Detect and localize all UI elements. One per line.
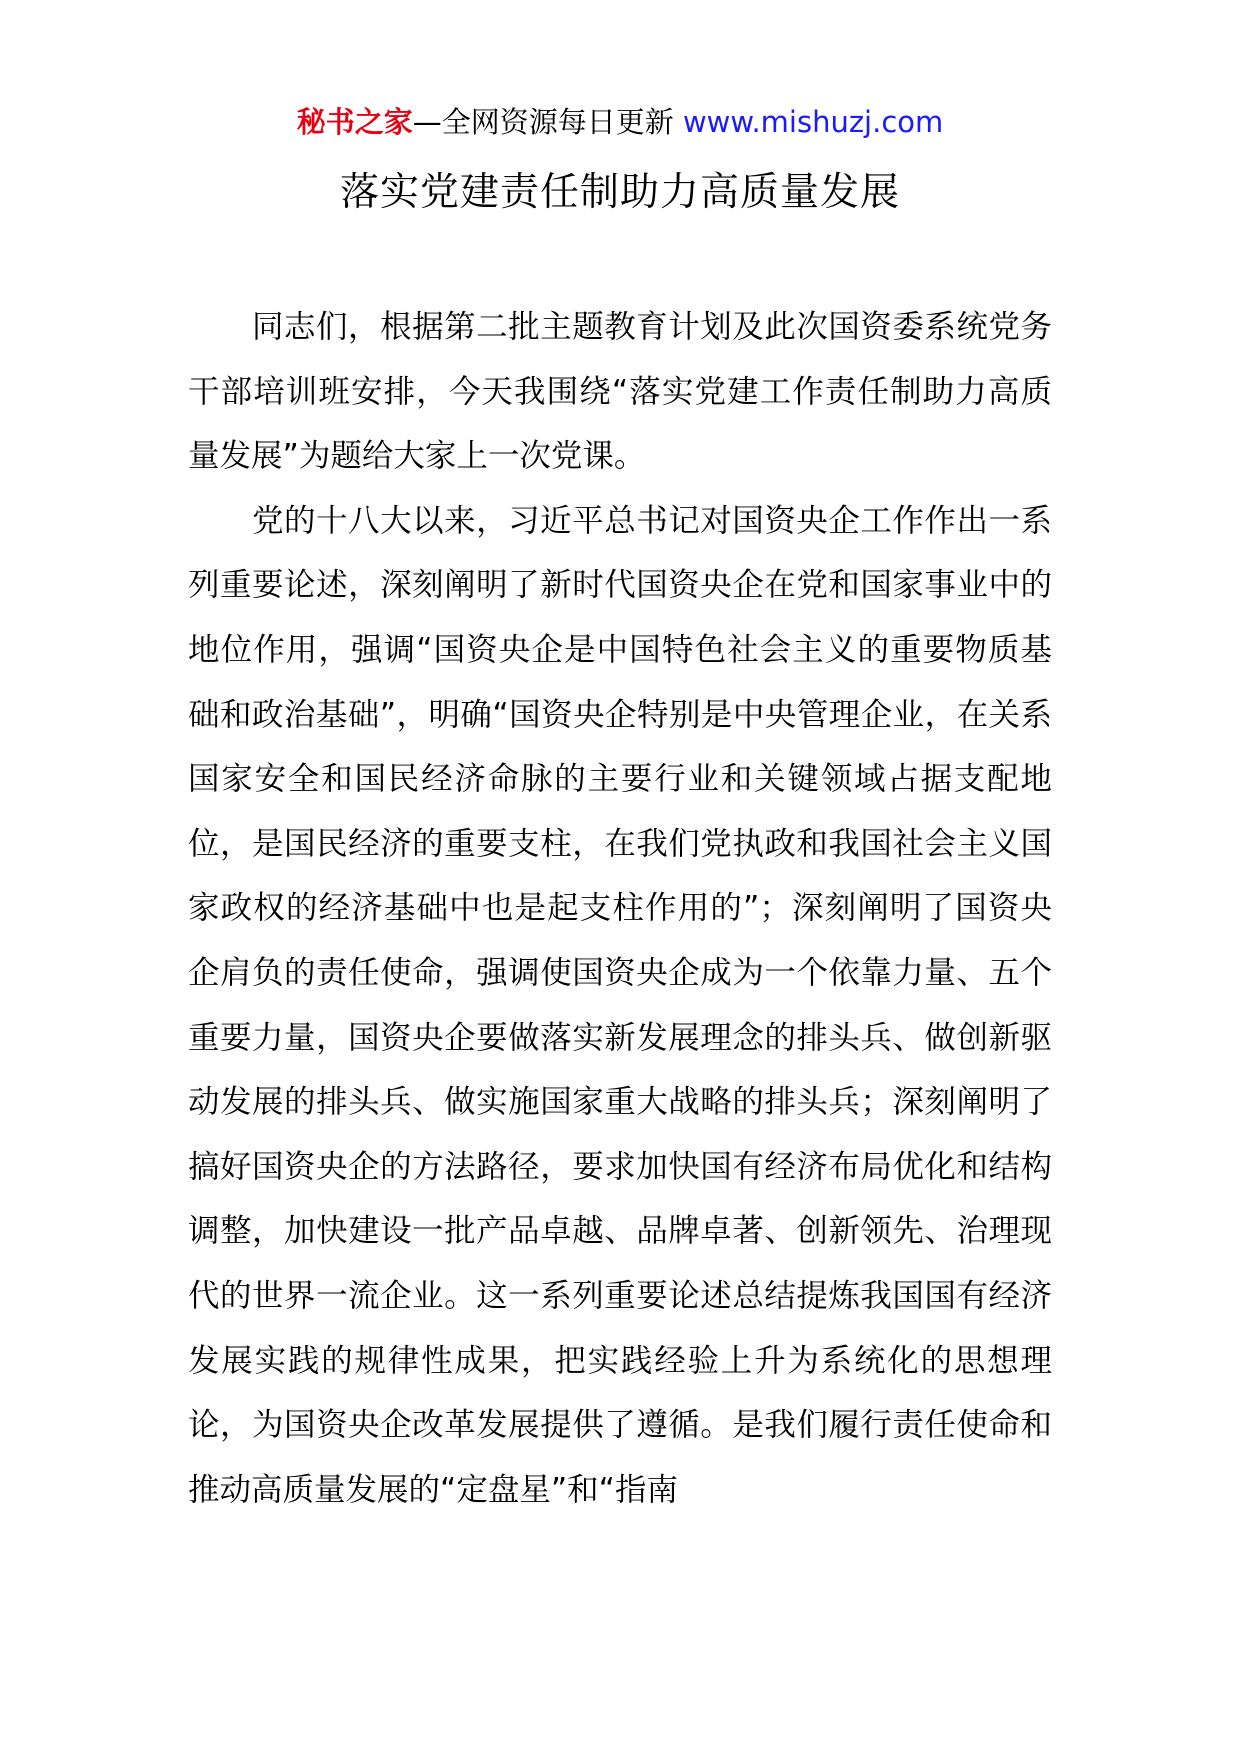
site-header [0,102,1240,142]
site-brand: 秘书之家 [296,105,413,139]
paragraph-main: 党的十八大以来，习近平总书记对国资央企工作作出一系列重要论述，深刻阐明了新时代国资央企在党和国家事业中的地位作用，强调“国资央企是中国特色社会主义的重要物质基础和政治基础”，明确“国资央企特别是中央管理企业，在关系国家安全和国民经济命脉的主要行业和关键领域占据支配地位，是国民经济的重要支柱，在我们党执政和我国社会主义国家政权的经济基础中也是起支柱作用的”；深刻阐明了国资央企肩负的责任使命，强调使国资央企成为一个依靠力量、五个重要力量，国资央企要做落实新发展理念的排头兵、做创新驱动发展的排头兵、做实施国家重大战略的排头兵；深刻阐明了搞好国资央企的方法路径，要求加快国有经济布局优化和结构调整，加快建设一批产品卓越、品牌卓著、创新领先、治理现代的世界一流企业。这一系列重要论述总结提炼我国国有经济发展实践的规律性成果，把实践经验上升为系统化的思想理论，为国资央企改革发展提供了遵循。是我们履行责任使命和推动高质量发展的“定盘星”和“指南 [188,502,1052,1508]
document-title: 落实党建责任制助力高质量发展 [339,170,900,215]
site-url-link[interactable]: www.mishuzj.com [682,105,944,139]
paragraph-intro: 同志们，根据第二批主题教育计划及此次国资委系统党务干部培训班安排，今天我围绕“落实党建工作责任制助力高质量发展”为题给大家上一次党课。 [188,309,1052,475]
site-tagline: —全网资源每日更新 [412,105,683,139]
document-body [188,295,1052,1522]
